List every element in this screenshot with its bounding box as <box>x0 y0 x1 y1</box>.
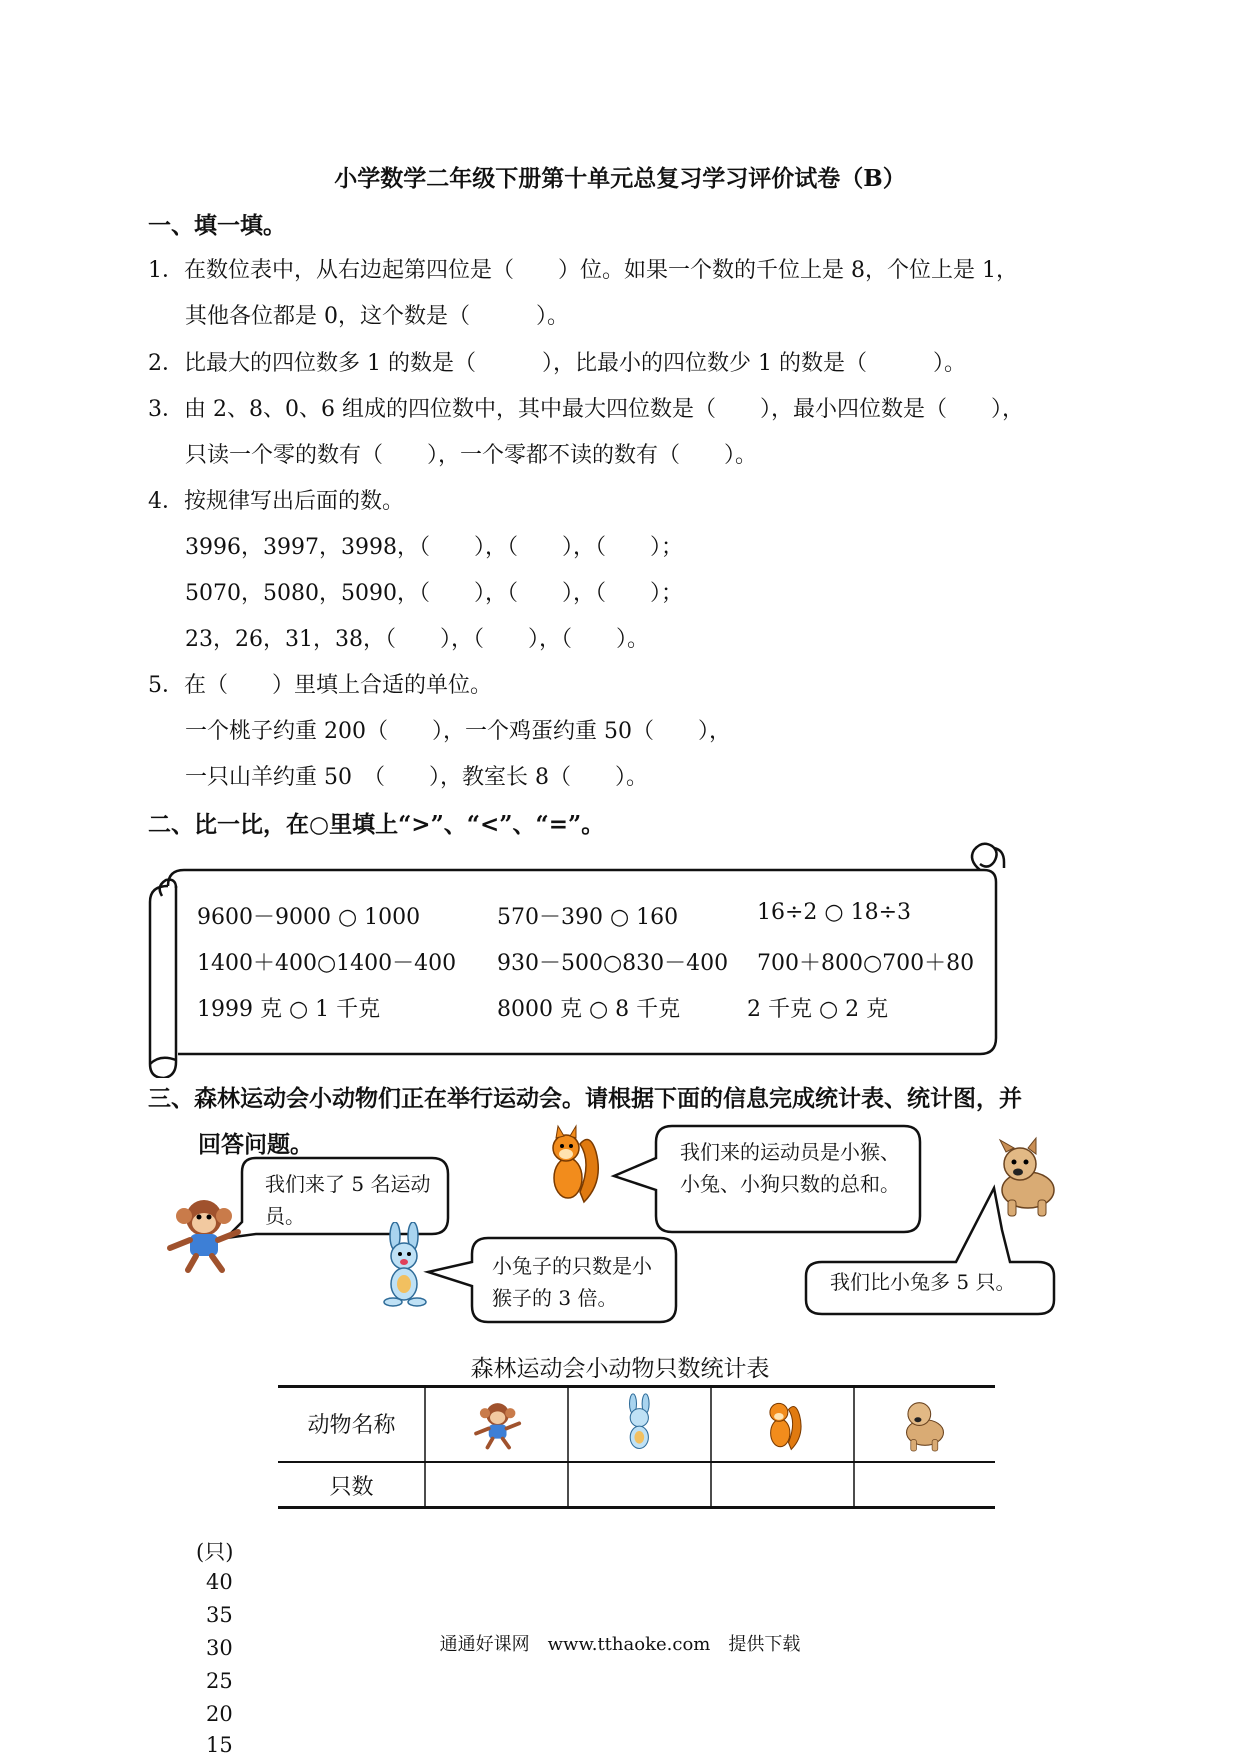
q5-line2: 一只山羊约重 50 （ ），教室长 8（ ）。 <box>185 765 648 790</box>
y-tick-35: 35 <box>206 1603 233 1627</box>
rabbit-icon <box>619 1393 661 1455</box>
q4-line3: 23，26，31，38，（ ），（ ），（ ）。 <box>185 627 649 652</box>
table-caption: 森林运动会小动物只数统计表 <box>470 1356 770 1382</box>
section1-heading: 一、填一填。 <box>148 212 286 239</box>
compare-r2c2: 930－500○830－400 <box>497 951 729 976</box>
statistics-table <box>278 1385 995 1509</box>
y-tick-15: 15 <box>206 1733 233 1757</box>
compare-r2c3: 700＋800○700＋80 <box>757 951 975 976</box>
section3-heading-line2: 回答问题。 <box>198 1131 313 1158</box>
q1-line2: 其他各位都是 0，这个数是（ ）。 <box>185 304 569 329</box>
q4-line2: 5070，5080，5090，（ ），（ ），（ ）； <box>185 581 683 606</box>
row-label-count: 只数 <box>329 1475 374 1500</box>
q2: 2．比最大的四位数多 1 的数是（ ），比最小的四位数少 1 的数是（ ）。 <box>148 351 966 376</box>
section2-heading: 二、比一比，在○里填上“>”、“<”、“=”。 <box>148 811 605 838</box>
bubble-dog-text: 我们比小兔多 5 只。 <box>830 1270 1016 1294</box>
dog-icon <box>898 1393 952 1455</box>
count-input-rabbit[interactable] <box>568 1462 711 1509</box>
bubble-rabbit-text: 小兔子的只数是小猴子的 3 倍。 <box>492 1254 652 1310</box>
q4-line1: 3996，3997，3998，（ ），（ ），（ ）； <box>185 535 683 560</box>
section3-heading-line1: 三、森林运动会小动物们正在举行运动会。请根据下面的信息完成统计表、统计图，并 <box>148 1085 1022 1112</box>
row-label-animal-name: 动物名称 <box>307 1413 396 1438</box>
compare-r1c2: 570－390 ○ 160 <box>497 905 679 930</box>
table-squirrel-cell <box>711 1385 854 1462</box>
q3-line1: 3．由 2、8、0、6 组成的四位数中，其中最大四位数是（ ），最小四位数是（ ）， <box>148 397 1024 422</box>
count-input-squirrel[interactable] <box>711 1462 854 1509</box>
q3-line2: 只读一个零的数有（ ），一个零都不读的数有（ ）。 <box>185 443 758 468</box>
monkey-icon <box>160 1192 246 1274</box>
dog-icon <box>990 1136 1066 1220</box>
compare-r3c1: 1999 克 ○ 1 千克 <box>197 997 381 1022</box>
count-input-monkey[interactable] <box>425 1462 568 1509</box>
q4-head: 4．按规律写出后面的数。 <box>148 489 404 514</box>
y-tick-25: 25 <box>206 1669 233 1693</box>
squirrel-icon <box>761 1394 805 1454</box>
squirrel-icon <box>540 1122 604 1208</box>
table-rabbit-cell <box>568 1385 711 1462</box>
compare-r1c3: 16÷2 ○ 18÷3 <box>757 900 912 925</box>
page-title: 小学数学二年级下册第十单元总复习学习评价试卷（B） <box>334 165 906 192</box>
monkey-icon <box>469 1398 525 1450</box>
bubble-squirrel-text: 我们来的运动员是小猴、小兔、小狗只数的总和。 <box>680 1140 900 1196</box>
y-tick-20: 20 <box>206 1702 233 1726</box>
bubble-monkey-text: 我们来了 5 名运动员。 <box>265 1172 431 1228</box>
q1-line1: 1．在数位表中，从右边起第四位是（ ）位。如果一个数的千位上是 8，个位上是 1， <box>148 258 1018 283</box>
table-dog-cell <box>854 1385 995 1462</box>
compare-r3c2: 8000 克 ○ 8 千克 <box>497 997 681 1022</box>
count-input-dog[interactable] <box>854 1462 995 1509</box>
table-monkey-cell <box>425 1385 568 1462</box>
scroll-frame <box>140 838 1010 1078</box>
y-tick-30: 30 <box>206 1636 233 1660</box>
footer-download-credit: 通通好课网 www.tthaoke.com 提供下载 <box>439 1634 801 1655</box>
q5-line1: 一个桃子约重 200（ ），一个鸡蛋约重 50（ ）， <box>185 719 731 744</box>
compare-r3c3: 2 千克 ○ 2 克 <box>747 997 889 1022</box>
chart-unit-label: (只) <box>196 1540 234 1564</box>
q5-head: 5．在（ ）里填上合适的单位。 <box>148 673 492 698</box>
y-tick-40: 40 <box>206 1570 233 1594</box>
compare-r2c1: 1400＋400○1400－400 <box>197 951 457 976</box>
compare-r1c1: 9600－9000 ○ 1000 <box>197 905 421 930</box>
rabbit-icon <box>375 1222 435 1308</box>
